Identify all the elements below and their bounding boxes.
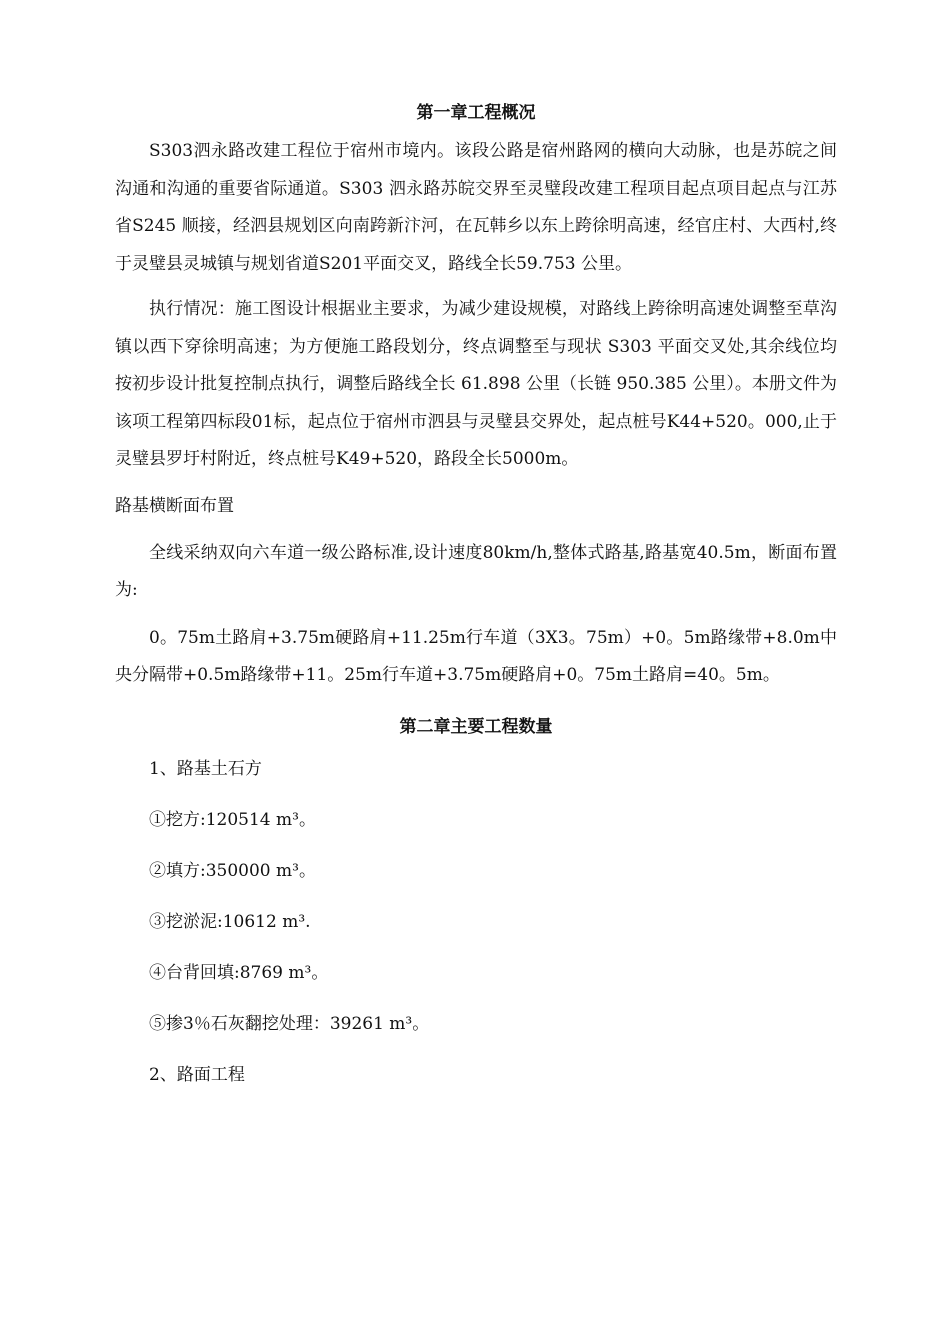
list-item: 2、路面工程 (149, 1064, 245, 1085)
list-item: ④台背回填:8769 m³。 (149, 962, 329, 983)
document-page (115, 96, 837, 1092)
list-item: ②填方:350000 m³。 (149, 860, 316, 881)
list-item: 1、路基土石方 (149, 758, 262, 779)
quantity-list (115, 752, 837, 1092)
subgrade-section-heading: 路基横断面布置 (115, 495, 234, 516)
chapter2-title: 第二章主要工程数量 (399, 716, 553, 737)
chapter1-paragraph-execution: 执行情况：施工图设计根据业主要求，为减少建设规模，对路线上跨徐明高速处调整至草沟镇以西下穿徐明高速；为方便施工路段划分，终点调整至与现状 S303 平面交叉处,其余线位均按初步设计批复控制点执行，调整后路线全长 61.898 公里（长链 950.385 公里）。本册文件为该项工程第四标段01标，起点位于宿州市泗县与灵璧县交界处，起点桩号K44+520。000,止于灵璧县罗圩村附近，终点桩号K49+520，路段全长5000m。 (115, 299, 837, 469)
list-item: ③挖淤泥:10612 m³. (149, 911, 311, 932)
chapter1-paragraph-overview: S303泗永路改建工程位于宿州市境内。该段公路是宿州路网的横向大动脉，也是苏皖之间沟通和沟通的重要省际通道。S303 泗永路苏皖交界至灵璧段改建工程项目起点项目起点与江苏省S245 顺接，经泗县规划区向南跨新汴河，在瓦韩乡以东上跨徐明高速，经官庄村、大西村,终于灵璧县灵城镇与规划省道S201平面交叉，路线全长59.753 公里。 (115, 141, 837, 274)
chapter1-title: 第一章工程概况 (416, 103, 536, 123)
chapter1-paragraph-cross-section: 0。75m土路肩+3.75m硬路肩+11.25m行车道（3X3。75m）+0。5m路缘带+8.0m中央分隔带+0.5m路缘带+11。25m行车道+3.75m硬路肩+0。75m土路肩=40。5m。 (115, 627, 837, 685)
chapter1-paragraph-standard: 全线采纳双向六车道一级公路标准,设计速度80km/h,整体式路基,路基宽40.5m，断面布置为: (115, 542, 837, 600)
list-item: ①挖方:120514 m³。 (149, 809, 316, 830)
list-item: ⑤掺3％石灰翻挖处理：39261 m³。 (149, 1013, 430, 1034)
